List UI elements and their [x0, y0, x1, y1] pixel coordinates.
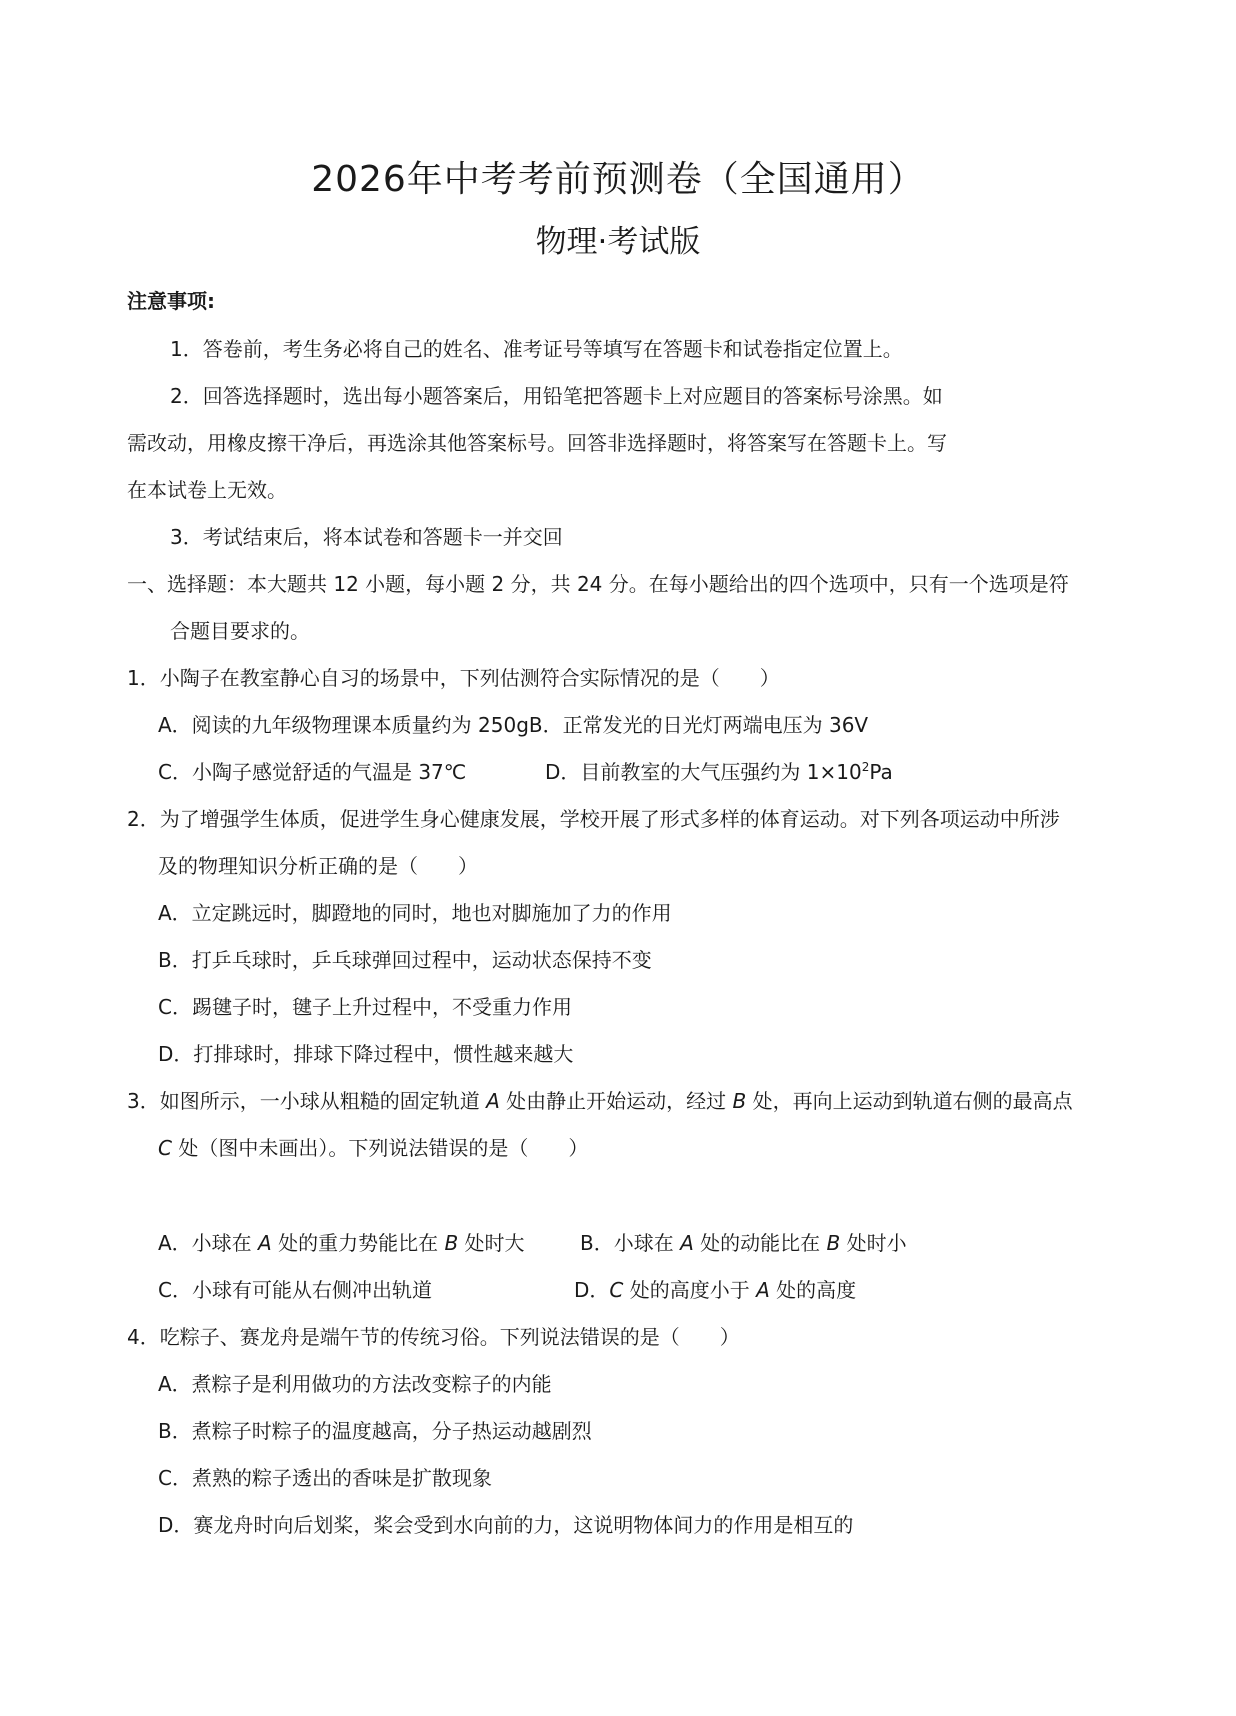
question-3-var-a: A [486, 1089, 500, 1113]
question-3-stem-text-a: 3．如图所示，一小球从粗糙的固定轨道 [127, 1089, 487, 1113]
question-3-stem-text-d: 处（图中未画出）。下列说法错误的是（ ） [171, 1136, 589, 1160]
question-3-option-a-text-2: 处的重力势能比在 [271, 1231, 445, 1255]
question-4-option-d: D．赛龙舟时向后划桨，桨会受到水向前的力，这说明物体间力的作用是相互的 [158, 1513, 854, 1537]
question-3-var-c: C [158, 1136, 172, 1160]
question-1-option-d [545, 758, 893, 786]
question-1-option-d-prefix: D．目前教室的大气压强约为 1×10 [545, 760, 862, 784]
question-3-option-b-text-1: B．小球在 [580, 1231, 681, 1255]
question-3-option-a-text-3: 处时大 [458, 1231, 525, 1255]
question-3-option-b-var-b: B [826, 1231, 841, 1255]
question-3-stem-text-c: 处，再向上运动到轨道右侧的最高点 [746, 1089, 1073, 1113]
question-3-option-d-var-a: A [756, 1278, 770, 1302]
notice-item-2-line-1: 2．回答选择题时，选出每小题答案后，用铅笔把答题卡上对应题目的答案标号涂黑。如 [170, 384, 943, 408]
notice-item-2-line-3: 在本试卷上无效。 [127, 478, 287, 502]
question-3-option-b-text-2: 处的动能比在 [693, 1231, 827, 1255]
question-1-options-ab: A．阅读的九年级物理课本质量约为 250gB．正常发光的日光灯两端电压为 36V [158, 713, 869, 737]
question-4-option-b: B．煮粽子时粽子的温度越高，分子热运动越剧烈 [158, 1419, 592, 1443]
question-3-option-b-var-a: A [680, 1231, 694, 1255]
question-3-option-a-text-1: A．小球在 [158, 1231, 259, 1255]
question-3-stem-line-2 [158, 1134, 588, 1162]
question-3-stem-text-b: 处由静止开始运动，经过 [499, 1089, 733, 1113]
section-1-heading-line-2: 合题目要求的。 [170, 619, 310, 643]
question-3-option-d-text-2: 处的高度小于 [623, 1278, 757, 1302]
question-3-var-b: B [732, 1089, 747, 1113]
notice-item-3: 3．考试结束后，将本试卷和答题卡一并交回 [170, 525, 563, 549]
question-2-stem-line-1: 2．为了增强学生体质，促进学生身心健康发展，学校开展了形式多样的体育运动。对下列各项运动中所涉 [127, 807, 1060, 831]
question-3-option-c: C．小球有可能从右侧冲出轨道 [158, 1278, 432, 1302]
question-3-option-a-var-a: A [258, 1231, 272, 1255]
question-2-option-d: D．打排球时，排球下降过程中，惯性越来越大 [158, 1042, 574, 1066]
question-3-option-d-text-1: D． [574, 1278, 610, 1302]
question-2-option-c: C．踢毽子时，毽子上升过程中，不受重力作用 [158, 995, 572, 1019]
question-1-option-c: C．小陶子感觉舒适的气温是 37℃ [158, 760, 467, 784]
question-3-option-d [574, 1276, 856, 1304]
question-2-option-a: A．立定跳远时，脚蹬地的同时，地也对脚施加了力的作用 [158, 901, 672, 925]
question-1-option-d-suffix: Pa [869, 760, 893, 784]
question-4-stem: 4．吃粽子、赛龙舟是端午节的传统习俗。下列说法错误的是（ ） [127, 1325, 740, 1349]
question-4-option-a: A．煮粽子是利用做功的方法改变粽子的内能 [158, 1372, 552, 1396]
exam-title: 2026年中考考前预测卷（全国通用） [311, 159, 925, 200]
question-1-stem: 1．小陶子在教室静心自习的场景中，下列估测符合实际情况的是（ ） [127, 666, 780, 690]
question-1-option-d-exponent: 2 [861, 760, 870, 774]
question-3-option-d-text-3: 处的高度 [769, 1278, 857, 1302]
question-3-option-a [158, 1229, 525, 1257]
notice-heading: 注意事项: [127, 289, 215, 313]
question-3-option-a-var-b: B [444, 1231, 459, 1255]
question-3-option-d-var-c: C [609, 1278, 624, 1302]
section-1-heading-line-1: 一、选择题：本大题共 12 小题，每小题 2 分，共 24 分。在每小题给出的四个选项中，只有一个选项是符 [127, 572, 1069, 596]
exam-subtitle: 物理·考试版 [535, 224, 701, 260]
question-2-option-b: B．打乒乓球时，乒乓球弹回过程中，运动状态保持不变 [158, 948, 652, 972]
notice-item-2-line-2: 需改动，用橡皮擦干净后，再选涂其他答案标号。回答非选择题时，将答案写在答题卡上。写 [127, 431, 947, 455]
question-4-option-c: C．煮熟的粽子透出的香味是扩散现象 [158, 1466, 492, 1490]
question-3-option-b [580, 1229, 907, 1257]
notice-item-1: 1．答卷前，考生务必将自己的姓名、准考证号等填写在答题卡和试卷指定位置上。 [170, 337, 903, 361]
question-3-option-b-text-3: 处时小 [840, 1231, 907, 1255]
question-2-stem-line-2: 及的物理知识分析正确的是（ ） [158, 854, 478, 878]
question-3-stem-line-1 [127, 1087, 1073, 1115]
